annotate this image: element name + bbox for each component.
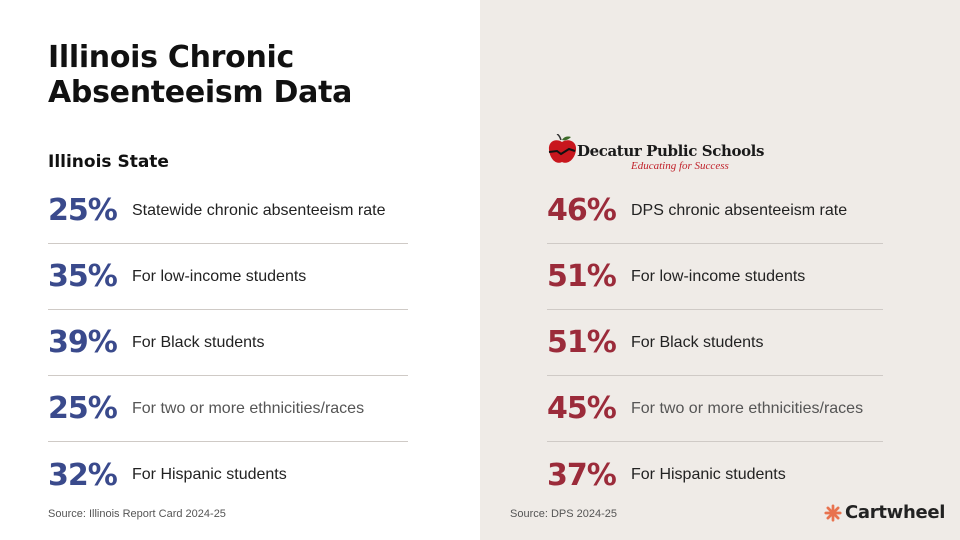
stat-percent: 37%: [547, 457, 616, 493]
illinois-source-note: Source: Illinois Report Card 2024-25: [48, 508, 226, 520]
page-title: [48, 40, 368, 110]
stat-row: [48, 178, 408, 244]
stat-label: For two or more ethnicities/races: [631, 399, 864, 417]
stat-label: DPS chronic absenteeism rate: [631, 201, 848, 219]
stat-percent: 35%: [48, 259, 117, 294]
illinois-section-title: Illinois State: [48, 152, 169, 172]
apple-icon: [547, 134, 577, 166]
stat-row: [547, 442, 883, 508]
dps-logo-name: Decatur Public Schools: [577, 142, 765, 160]
stat-percent: 39%: [48, 325, 117, 360]
dps-stats-list: [547, 178, 883, 508]
stat-row: [547, 376, 883, 442]
page-title-text: Illinois Chronic Absenteeism Data: [48, 40, 353, 110]
stat-row: [547, 244, 883, 310]
stat-row: [547, 310, 883, 376]
stat-percent: 51%: [547, 325, 616, 360]
dps-source-note: Source: DPS 2024-25: [510, 508, 618, 520]
stat-label: For Black students: [631, 333, 764, 351]
stat-percent: 25%: [48, 193, 117, 228]
stat-label: For Hispanic students: [132, 466, 287, 483]
illinois-stats-list: [48, 178, 408, 508]
stat-percent: 45%: [547, 391, 616, 426]
cartwheel-logo: [824, 502, 945, 523]
stat-percent: 25%: [48, 391, 117, 426]
stat-label: For low-income students: [132, 267, 307, 285]
stat-row: [48, 376, 408, 442]
dps-logo-tagline: Educating for Success: [631, 160, 729, 172]
stat-percent: 32%: [48, 457, 117, 493]
stat-label: Statewide chronic absenteeism rate: [132, 201, 386, 219]
stat-label: For low-income students: [631, 267, 806, 285]
stat-row: [48, 310, 408, 376]
stat-label: For two or more ethnicities/races: [132, 399, 365, 417]
stat-percent: 46%: [547, 193, 616, 228]
stat-label: For Black students: [132, 333, 265, 351]
stat-row: [48, 244, 408, 310]
stat-label: For Hispanic students: [631, 466, 786, 483]
cartwheel-name: Cartwheel: [845, 502, 946, 523]
cartwheel-asterisk-icon: [824, 504, 842, 522]
stat-percent: 51%: [547, 259, 616, 294]
stat-row: [547, 178, 883, 244]
stat-row: [48, 442, 408, 508]
dps-logo: [547, 134, 765, 174]
